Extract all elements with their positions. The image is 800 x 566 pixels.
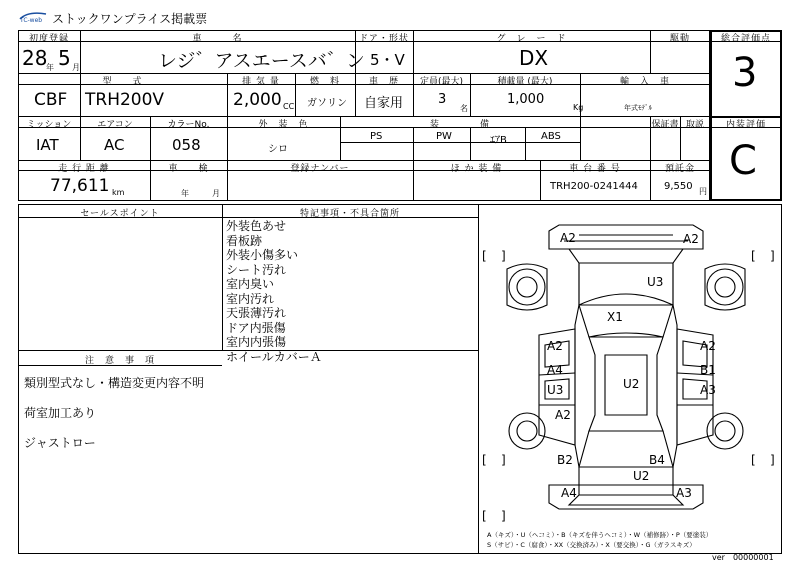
warranty-label: 保証書 [651, 120, 679, 130]
mileage-value: 77,611 [50, 176, 110, 196]
mark-windshield: X1 [607, 310, 623, 324]
load-unit: Kg [573, 103, 584, 112]
equip-abs: ABS [541, 131, 561, 142]
fuel-label: 燃 料 [309, 77, 340, 87]
reg-year: 28 [22, 46, 48, 70]
drive-label: 駆動 [669, 34, 690, 44]
equipment-label: 装 備 [429, 120, 490, 130]
list-item: 室内汚れ [226, 291, 275, 306]
model-value: TRH200V [85, 90, 165, 110]
mark-bottom-center: U2 [633, 469, 650, 483]
history-value: 自家用 [364, 96, 404, 111]
mark-top-left: A2 [560, 231, 576, 245]
list-item: 室内内張傷 [226, 335, 287, 349]
reg-month-unit: 月 [72, 63, 80, 72]
displacement-unit: CC [283, 102, 295, 111]
mark-left-mid: A4 [547, 363, 563, 377]
mileage-label: 走 行 距 離 [58, 164, 110, 174]
caution-note-1: 類別型式なし・構造変更内容不明 [24, 376, 205, 390]
mark-right-mid: B1 [700, 363, 716, 377]
mark-bottom-left: B2 [557, 453, 573, 467]
load-value: 1,000 [507, 92, 545, 107]
sales-point-label: セールスポイント [80, 209, 160, 219]
mark-right-rear: A3 [700, 383, 716, 397]
reg-month: 5 [58, 46, 71, 70]
grade-value: DX [519, 46, 549, 70]
car-name-label: 車 名 [192, 34, 243, 44]
caution-label: 注 意 事 項 [84, 356, 155, 366]
mark-floor: U2 [623, 377, 640, 391]
logo [18, 9, 48, 23]
capacity-value: 3 [438, 92, 447, 107]
first-reg-label: 初度登録 [28, 34, 69, 44]
other-equipment-label: ほ か 装 備 [450, 164, 503, 174]
grade-label: グ レ ー ド [496, 34, 567, 44]
mark-roof: U3 [647, 275, 664, 289]
equip-pw: PW [436, 131, 452, 142]
deposit-unit: 円 [699, 187, 707, 196]
equip-airbag: ｴｱB [490, 135, 507, 146]
special-notes-label: 特記事項・不具合箇所 [299, 209, 400, 219]
caution-note-3: ジャストロー [24, 436, 96, 450]
exterior-label: 外 装 色 [258, 120, 309, 130]
interior-score-value: C [729, 138, 757, 184]
inspection-year: 年 [181, 189, 189, 198]
mark-bottom-a4: A4 [561, 486, 577, 500]
door-shape-label: ドア・形状 [359, 34, 409, 44]
chassis-label: 車 台 番 号 [569, 164, 621, 174]
list-item: 室内臭い [226, 277, 275, 291]
page-title: ストックワンプライス掲載票 [52, 12, 208, 26]
deposit-value: 9,550 [664, 181, 693, 192]
mileage-unit: km [112, 188, 125, 197]
overall-score-label: 総合評価点 [720, 34, 771, 44]
car-name-value: レジ゛アスエースバ゛ン [158, 50, 365, 72]
svg-text:TC-web: TC-web [20, 17, 43, 24]
special-notes-list [226, 219, 322, 364]
version-label: ver 00000001 [712, 553, 774, 562]
door-shape-value: 5・V [370, 51, 405, 69]
list-item: ドア内張傷 [226, 320, 286, 335]
aircon-label: エアコン [97, 120, 133, 130]
chassis-value: TRH200-0241444 [550, 181, 638, 192]
inspection-month: 月 [212, 189, 220, 198]
equip-ps: PS [370, 131, 383, 142]
list-item: 天張薄汚れ [226, 306, 287, 320]
import-label: 輸 入 車 [619, 77, 670, 87]
capacity-unit: 名 [460, 104, 468, 113]
list-item: 看板跡 [226, 233, 263, 248]
inspection-label: 車 検 [168, 164, 209, 174]
manual-label: 取説 [685, 120, 704, 130]
load-label: 積載量 (最大) [497, 77, 553, 87]
import-year-label: 年式ﾓﾃﾞﾙ [624, 104, 652, 112]
caution-note-2: 荷室加工あり [24, 406, 97, 420]
vehicle-damage-diagram: [ ] [ ] [ ] [ ] [ ] A2 A2 U3 X1 A2 A2 A4 B1 U3 A3 U2 A2 B2 B4 U2 A4 A3 A（キズ）・U（ヘコミ）・B（キズを伴うヘコミ）・W（補修跡）・P（要塗装） S（サビ）・C（腐食）・XX（交換済み）・X（要交換）・G（ガラスキズ） [479, 205, 781, 553]
displacement-value: 2,000 [233, 90, 282, 110]
color-no-value: 058 [172, 136, 201, 154]
color-no-label: カラーNo. [167, 120, 210, 130]
list-item: 外装小傷多い [226, 248, 299, 262]
mark-left-front: A2 [547, 339, 563, 353]
mark-left-lower: A2 [555, 408, 571, 422]
displacement-label: 排 気 量 [242, 77, 280, 87]
capacity-label: 定員(最大) [419, 77, 464, 87]
legend-line-2: S（サビ）・C（腐食）・XX（交換済み）・X（要交換）・G（ガラスキズ） [487, 541, 696, 549]
model-prefix-value: CBF [34, 90, 68, 110]
overall-score-value: 3 [732, 50, 758, 96]
interior-score-label: 内装評価 [725, 120, 766, 130]
fuel-value: ガソリン [307, 98, 347, 109]
list-item: ホイールカバーＡ [226, 349, 322, 364]
legend-line-1: A（キズ）・U（ヘコミ）・B（キズを伴うヘコミ）・W（補修跡）・P（要塗装） [487, 531, 713, 539]
mission-value: IAT [36, 136, 59, 154]
aircon-value: AC [104, 136, 125, 154]
mark-bottom-right: B4 [649, 453, 665, 467]
mark-top-right: A2 [683, 232, 699, 246]
list-item: 外装色あせ [226, 219, 287, 233]
mission-label: ミッション [26, 120, 72, 130]
list-item: シート汚れ [226, 262, 287, 277]
history-label: 車 歴 [368, 77, 399, 87]
model-label: 型 式 [102, 77, 143, 87]
exterior-value: シロ [268, 144, 288, 155]
reg-number-label: 登録ナンバー [290, 164, 350, 174]
mark-right-front: A2 [700, 339, 716, 353]
mark-left-rear: U3 [547, 383, 564, 397]
reg-year-unit: 年 [46, 63, 54, 72]
deposit-label: 預託金 [664, 164, 695, 174]
mark-bottom-a3: A3 [676, 486, 692, 500]
